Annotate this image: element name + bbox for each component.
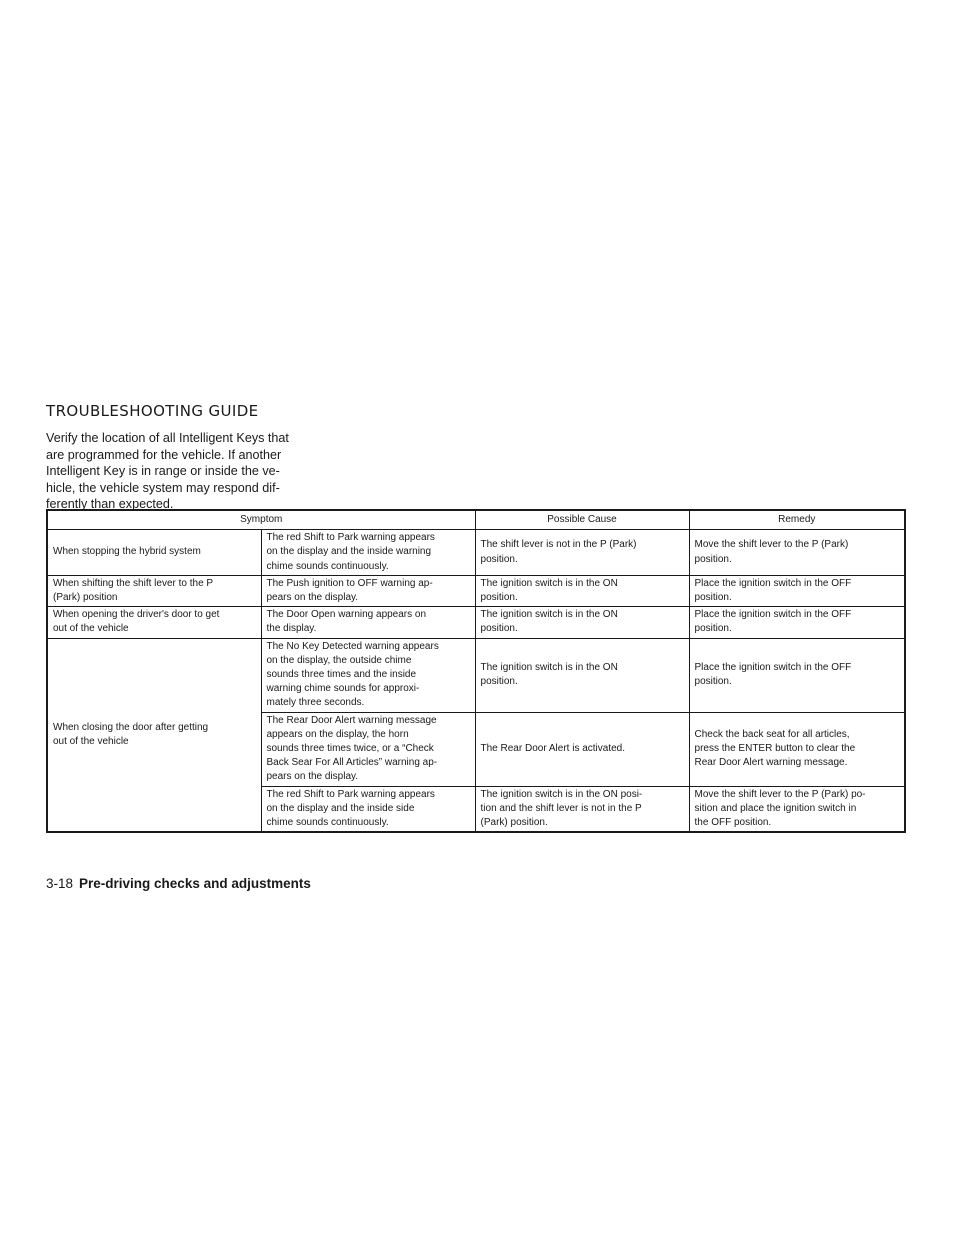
table-row: [47, 530, 905, 576]
cell-line: The Push ignition to OFF warning ap-: [266, 577, 433, 589]
cell-line: position.: [694, 676, 732, 688]
cell-line: When closing the door after getting: [53, 721, 209, 733]
cell-line: Back Sear For All Articles” warning ap-: [266, 757, 438, 769]
cell-line: Place the ignition switch in the OFF: [694, 577, 852, 589]
intro-line: Intelligent Key is in range or inside the ve-: [46, 464, 280, 479]
cell-line: on the display and the inside side: [266, 802, 415, 814]
cell-line: The Rear Door Alert is activated.: [480, 743, 626, 755]
cell-line: position.: [480, 623, 518, 635]
cell-line: sounds three times twice, or a “Check: [266, 743, 434, 755]
cell-condition: [47, 575, 261, 606]
cell-line: warning chime sounds for approxi-: [266, 683, 420, 695]
cell-line: sition and place the ignition switch in: [694, 802, 857, 814]
cell-line: out of the vehicle: [53, 623, 129, 635]
cell-condition: [47, 530, 261, 576]
intro-line: Verify the location of all Intelligent Keys that: [46, 431, 289, 445]
cell-line: chime sounds continuously.: [266, 817, 389, 829]
header-remedy: Remedy: [689, 510, 905, 530]
cell-line: the OFF position.: [694, 817, 772, 829]
cell-condition: [47, 607, 261, 638]
cell-line: position.: [694, 623, 732, 635]
cell-line: (Park) position: [53, 592, 118, 604]
intro-line: hicle, the vehicle system may respond dif-: [46, 480, 280, 495]
cell-possible-cause: [475, 712, 689, 786]
cell-line: The ignition switch is in the ON: [480, 577, 618, 589]
cell-line: The ignition switch is in the ON: [480, 661, 618, 673]
section-heading: TROUBLESHOOTING GUIDE: [46, 402, 259, 420]
cell-line: Rear Door Alert warning message.: [694, 757, 848, 769]
cell-line: on the display and the inside warning: [266, 546, 432, 558]
cell-remedy: [689, 575, 905, 606]
cell-line: When opening the driver's door to get: [53, 609, 220, 621]
cell-remedy: [689, 786, 905, 832]
cell-line: position.: [480, 676, 518, 688]
cell-possible-cause: [475, 638, 689, 712]
cell-line: tion and the shift lever is not in the P: [480, 802, 642, 814]
cell-symptom: [261, 638, 475, 712]
page-footer: [46, 876, 311, 891]
header-possible-cause: Possible Cause: [475, 510, 689, 530]
intro-paragraph: [46, 430, 324, 513]
cell-line: (Park) position.: [480, 817, 548, 829]
cell-line: The ignition switch is in the ON: [480, 609, 618, 621]
cell-line: press the ENTER button to clear the: [694, 743, 856, 755]
cell-line: position.: [480, 553, 518, 565]
table-row: [47, 638, 905, 712]
cell-line: The Rear Door Alert warning message: [266, 714, 437, 726]
cell-possible-cause: [475, 575, 689, 606]
cell-line: Check the back seat for all articles,: [694, 728, 850, 740]
cell-line: chime sounds continuously.: [266, 560, 389, 572]
cell-remedy: [689, 712, 905, 786]
cell-line: pears on the display.: [266, 771, 359, 783]
cell-symptom: [261, 712, 475, 786]
cell-line: position.: [694, 592, 732, 604]
intro-line: ferently than expected.: [46, 497, 174, 512]
cell-line: position.: [480, 592, 518, 604]
cell-line: Move the shift lever to the P (Park): [694, 539, 849, 551]
cell-condition: [47, 638, 261, 832]
page-number: 3-18: [46, 876, 74, 891]
intro-line: are programmed for the vehicle. If another: [46, 447, 282, 462]
cell-line: the display.: [266, 623, 317, 635]
table-row: [47, 607, 905, 638]
cell-line: The No Key Detected warning appears: [266, 640, 439, 652]
cell-possible-cause: [475, 530, 689, 576]
cell-line: Place the ignition switch in the OFF: [694, 661, 852, 673]
cell-line: appears on the display, the horn: [266, 728, 409, 740]
cell-line: Move the shift lever to the P (Park) po-: [694, 788, 866, 800]
cell-line: The red Shift to Park warning appears: [266, 788, 435, 800]
cell-line: out of the vehicle: [53, 735, 129, 747]
cell-remedy: [689, 530, 905, 576]
table-row: [47, 575, 905, 606]
table-body: [47, 530, 905, 833]
cell-line: The shift lever is not in the P (Park): [480, 539, 637, 551]
cell-line: on the display, the outside chime: [266, 654, 412, 666]
cell-possible-cause: [475, 607, 689, 638]
table-header-row: [47, 510, 905, 530]
cell-line: pears on the display.: [266, 592, 359, 604]
section-title: Pre-driving checks and adjustments: [79, 876, 311, 891]
cell-line: mately three seconds.: [266, 697, 365, 709]
cell-symptom: [261, 575, 475, 606]
cell-line: When shifting the shift lever to the P: [53, 577, 214, 589]
cell-symptom: [261, 786, 475, 832]
cell-line: sounds three times and the inside: [266, 669, 417, 681]
cell-line: When stopping the hybrid system: [53, 546, 201, 558]
cell-line: position.: [694, 553, 732, 565]
cell-symptom: [261, 607, 475, 638]
cell-line: The red Shift to Park warning appears: [266, 532, 435, 544]
cell-line: The Door Open warning appears on: [266, 609, 427, 621]
cell-remedy: [689, 638, 905, 712]
troubleshooting-table: [46, 509, 906, 833]
cell-line: Place the ignition switch in the OFF: [694, 609, 852, 621]
cell-remedy: [689, 607, 905, 638]
cell-possible-cause: [475, 786, 689, 832]
cell-line: The ignition switch is in the ON posi-: [480, 788, 643, 800]
cell-symptom: [261, 530, 475, 576]
header-symptom: Symptom: [47, 510, 475, 530]
